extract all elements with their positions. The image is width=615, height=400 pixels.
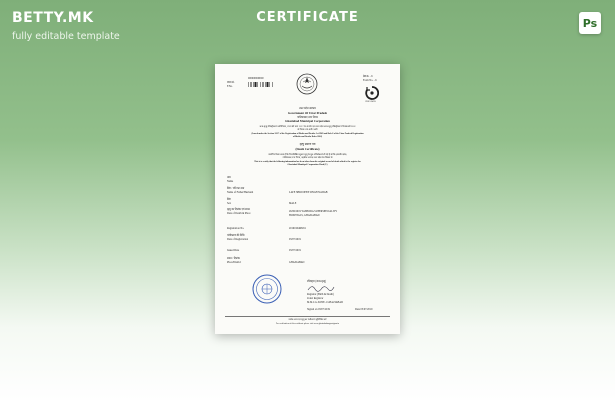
field-label: Registration No. (227, 227, 245, 230)
field-hindi-label: स्थान / दिनांक (227, 257, 240, 260)
field-hindi-label: लिंग (227, 198, 231, 201)
field-hindi-label: पंजीकरण की तिथि (227, 234, 245, 237)
form-number-hindi: प्रपत्र सं. (227, 81, 235, 84)
brand-tagline: fully editable template (12, 31, 120, 42)
certification-hindi: प्रमाणित किया जाता है कि निम्नलिखित सूचना मृत्यु के मूल अभिलेख से ली गई है जो कि (स्थानीय क्षेत्र) (268, 154, 347, 156)
certification-text-2: Ghaziabad Municipal Corporation Ward (U) (287, 164, 328, 166)
corporation-hindi: गाजियाबाद नगर निगम (297, 116, 318, 119)
form-no-right: Form No. - 6 (363, 79, 377, 82)
field-label: Issued Date (227, 249, 240, 252)
serial-number: 000000000000 (248, 77, 264, 80)
official-seal-icon (251, 273, 283, 305)
certification-hindi-2: गाजियाबाद नगर निगम, तहसील जनपद उत्तर प्रदेश के रजिस्टर से (282, 157, 333, 159)
state-emblem-icon (295, 73, 319, 95)
barcode-icon (248, 82, 274, 87)
certificate-preview (215, 64, 400, 334)
intro-text-2: of Births and Deaths Rules 2002) (292, 136, 323, 138)
field-hindi-label: मृत्यु का दिनांक एवं स्थान (227, 208, 250, 211)
field-value: HOSPITALS, GHAZIABAD (289, 214, 320, 217)
field-value: LATE SHRI DEEP SINGH NAWAB (289, 191, 328, 194)
field-label: Place/District (227, 261, 242, 264)
page-heading: CERTIFICATE (256, 10, 359, 25)
footer-note-hindi: प्रत्येक जन्म एवं मृत्यु का पंजीकरण सुनिश्चित करें (288, 319, 327, 321)
field-hindi-label: नाम (227, 176, 231, 179)
signed-date: Date 03/07/2019 (355, 308, 373, 311)
signed-on: Signed on 03/07/2019 (307, 308, 330, 311)
intro-text: (Issued under the Section 12/17 of the Registration of Births and Deaths Act 1969 and Rule 8 of the Uttar Pradesh Registration (251, 133, 364, 135)
intro-hindi: जन्म-मृत्यु रजिस्ट्रीकरण अधिनियम, 1969 की धारा 12/17 के अंतर्गत एवं उत्तर प्रदेश जन्म-मृत्यु रजिस्ट्रीकरण नियमावली 2002 (259, 126, 356, 128)
registrar-role: Zonal Registrar (307, 297, 324, 300)
crs-logo-label: CRS LOGO (365, 101, 376, 103)
field-label: Sex (227, 202, 231, 205)
field-value: 03/07/2019 (289, 249, 301, 252)
brand-logo: BETTY.MK (12, 10, 94, 26)
field-value: 2019010468291 (289, 227, 306, 230)
corporation-name: Ghaziabad Municipal Corporation (285, 119, 330, 123)
signature-icon (307, 284, 335, 292)
field-hindi-label: लिंग / पति का नाम (227, 187, 245, 190)
certificate-title: (Death Certificate) (295, 147, 320, 151)
crs-logo-icon (365, 86, 379, 100)
certification-text: This is to certify that the following information has been taken from the original record of death which is the register for (254, 161, 361, 163)
registrar-name: Registrar (Birth & Death) (307, 293, 334, 296)
government-hindi: उत्तर प्रदेश सरकार (299, 107, 316, 110)
field-label: Name (227, 180, 234, 183)
government-name: Government Of Uttar Pradesh (287, 111, 328, 115)
photoshop-icon: Ps (579, 12, 601, 34)
form-number: F.No. (227, 85, 233, 88)
field-value: MALE (289, 202, 297, 205)
title-hindi: मृत्यु प्रमाण पत्र (299, 142, 316, 146)
footer-note: For verification of this certificate please visit www.ghaziabadnagarnigam.in (275, 323, 340, 325)
signature-hindi: रजिस्ट्रार (जन्म-मृत्यु) (307, 280, 327, 283)
field-value: 26/06/2019 YASHODA SUPERSPECIALITY (289, 210, 338, 213)
form-no-right-hindi: ग्रेड क्र. - 6 (363, 75, 373, 78)
field-label: Date of Death & Place (227, 212, 251, 215)
field-value: GHAZIABAD (289, 261, 305, 264)
field-label: Date of Registration (227, 238, 249, 241)
field-value: 03/07/2019 (289, 238, 301, 241)
registrar-org: M.M.C.G.ZONE-1 GHAZIABAD (307, 301, 343, 304)
field-label: Name of Father/Husband (227, 191, 254, 194)
intro-hindi-2: के नियम 8 के अधीन जारी (297, 129, 318, 131)
